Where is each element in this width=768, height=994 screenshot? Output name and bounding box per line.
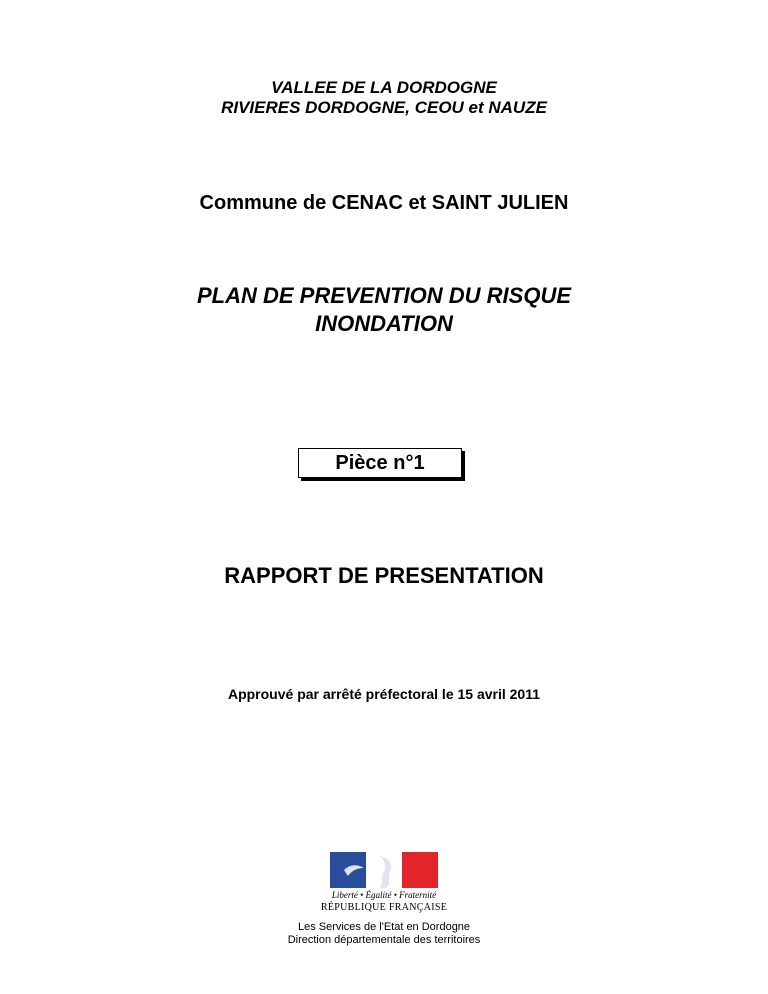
footer-services-line: Les Services de l'Etat en Dordogne	[297, 921, 471, 933]
plan-title-line1: PLAN DE PREVENTION DU RISQUE	[196, 283, 572, 308]
footer-direction-line: Direction départementale des territoires	[287, 934, 481, 946]
header-rivers-subtitle: RIVIERES DORDOGNE, CEOU et NAUZE	[221, 98, 547, 117]
flag-red-band	[402, 852, 438, 888]
piece-number-label: Pièce n°1	[298, 448, 462, 478]
commune-title: Commune de CENAC et SAINT JULIEN	[199, 192, 569, 214]
republic-motto: Liberté • Égalité • Fraternité	[331, 890, 437, 900]
plan-title-line2: INONDATION	[315, 311, 453, 336]
republique-francaise-text: RÉPUBLIQUE FRANÇAISE	[320, 902, 448, 913]
rapport-title: RAPPORT DE PRESENTATION	[224, 563, 544, 588]
approval-text: Approuvé par arrêté préfectoral le 15 avril 2011	[227, 686, 541, 702]
piece-number-box	[298, 448, 462, 478]
marianne-logo	[330, 852, 438, 888]
header-valley-title: VALLEE DE LA DORDOGNE	[271, 78, 497, 97]
